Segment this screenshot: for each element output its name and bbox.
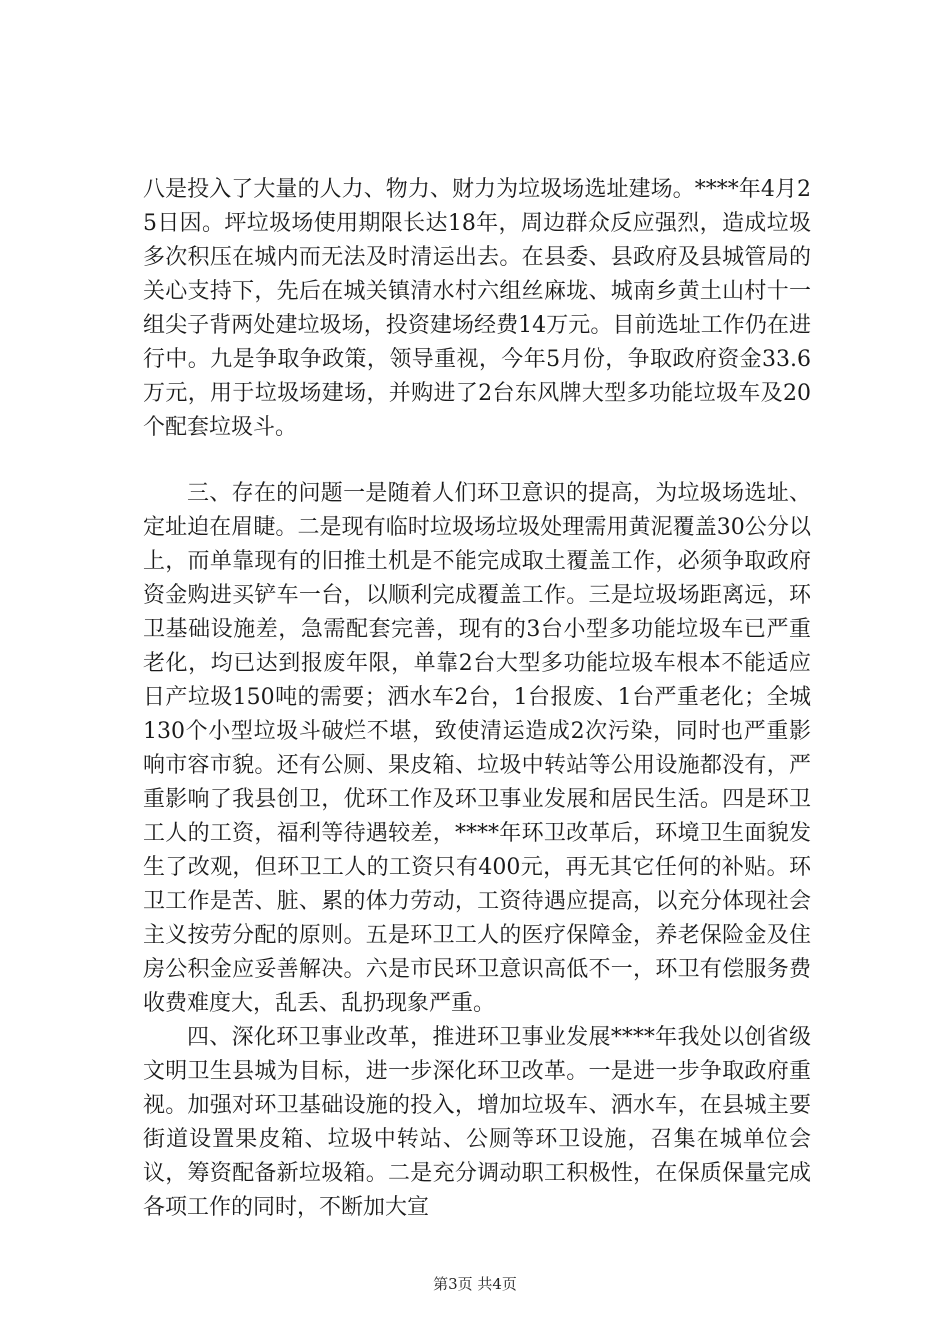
page-footer: 第3页 共4页 — [433, 1275, 517, 1293]
paragraph-2: 三、存在的问题一是随着人们环卫意识的提高，为垃圾场选址、定址迫在眉睫。二是现有临时垃圾场垃圾处理需用黄泥覆盖30公分以上，而单靠现有的旧推土机是不能完成取土覆盖工作，必须争取政府资金购进买铲车一台，以顺利完成覆盖工作。三是垃圾场距离远，环卫基础设施差，急需配套完善，现有的3台小型多功能垃圾车已严重老化，均已达到报废年限，单靠2台大型多功能垃圾车根本不能适应日产垃圾150吨的需要；洒水车2台，1台报废、1台严重老化；全城130个小型垃圾斗破烂不堪，致使清运造成2次污染，同时也严重影响市容市貌。还有公厕、果皮箱、垃圾中转站等公用设施都没有，严重影响了我县创卫，优环工作及环卫事业发展和居民生活。四是环卫工人的工资，福利等待遇较差，****年环卫改革后，环境卫生面貌发生了改观，但环卫工人的工资只有400元，再无其它任何的补贴。环卫工作是苦、脏、累的体力劳动，工资待遇应提高，以充分体现社会主义按劳分配的原则。五是环卫工人的医疗保障金，养老保险金及住房公积金应妥善解决。六是市民环卫意识高低不一，环卫有偿服务费收费难度大，乱丢、乱扔现象严重。 — [143, 481, 811, 1016]
paragraph-3: 四、深化环卫事业改革，推进环卫事业发展****年我处以创省级文明卫生县城为目标，进一步深化环卫改革。一是进一步争取政府重视。加强对环卫基础设施的投入，增加垃圾车、洒水车，在县城主要街道设置果皮箱、垃圾中转站、公厕等环卫设施，召集在城单位会议，筹资配备新垃圾箱。二是充分调动职工积极性，在保质保量完成各项工作的同时，不断加大宣 — [143, 1025, 811, 1220]
paragraph-1: 八是投入了大量的人力、物力、财力为垃圾场选址建场。****年4月25日因。坪垃圾场使用期限长达18年，周边群众反应强烈，造成垃圾多次积压在城内而无法及时清运出去。在县委、县政府及县城管局的关心支持下，先后在城关镇清水村六组丝麻垅、城南乡黄土山村十一组尖子背两处建垃圾场，投资建场经费14万元。目前选址工作仍在进行中。九是争取争政策，领导重视，今年5月份，争取政府资金33.6万元，用于垃圾场建场，并购进了2台东风牌大型多功能垃圾车及20个配套垃圾斗。 — [143, 177, 811, 440]
document-body — [143, 173, 811, 1225]
